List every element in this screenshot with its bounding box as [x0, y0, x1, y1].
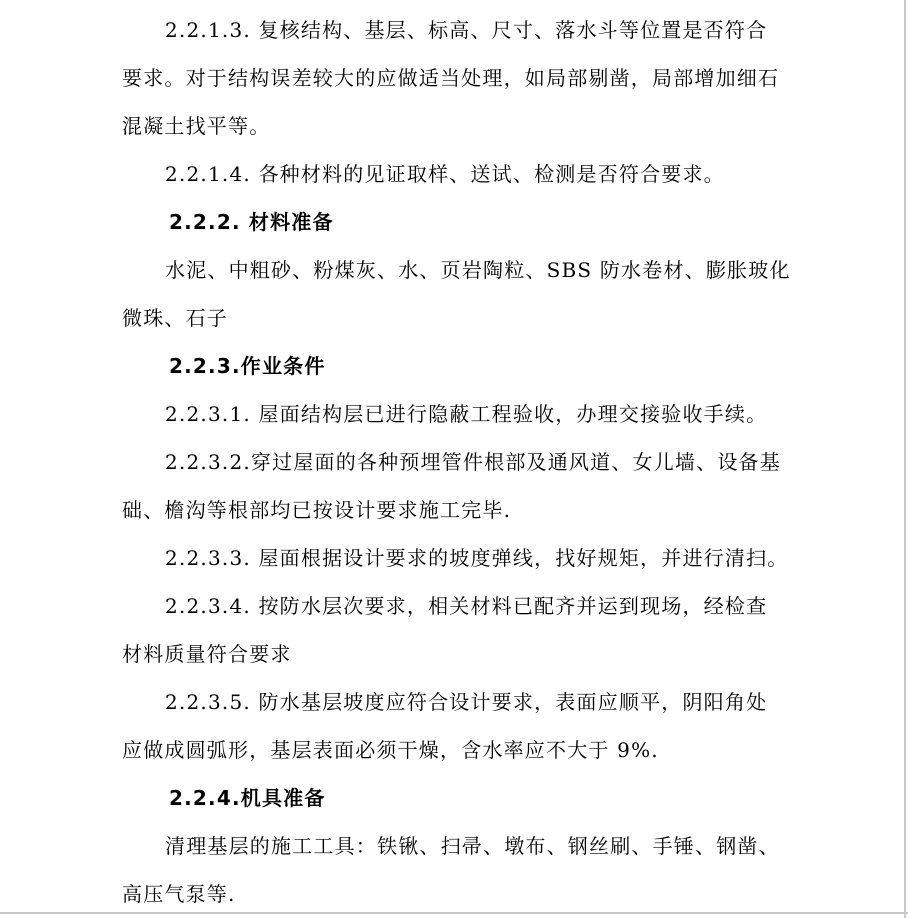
paragraph-2-2-3-3: 2.2.3.3. 屋面根据设计要求的坡度弹线，找好规矩，并进行清扫。: [165, 546, 789, 570]
paragraph-2-2-3-4: 2.2.3.4. 按防水层次要求，相关材料已配齐并运到现场，经检查: [165, 594, 768, 618]
paragraph-2-2-3-4-cont: 材料质量符合要求: [122, 642, 292, 666]
materials-list-cont: 微珠、石子: [122, 306, 228, 330]
heading-2-2-4: 2.2.4.机具准备: [169, 786, 326, 810]
paragraph-2-2-3-5-cont: 应做成圆弧形，基层表面必须干燥，含水率应不大于 9%.: [122, 738, 659, 762]
paragraph-2-2-3-1: 2.2.3.1. 屋面结构层已进行隐蔽工程验收，办理交接验收手续。: [165, 402, 768, 426]
page-edge-bottom: [0, 912, 908, 914]
paragraph-2-2-3-5: 2.2.3.5. 防水基层坡度应符合设计要求，表面应顺平，阴阳角处: [165, 690, 768, 714]
paragraph-2-2-1-4: 2.2.1.4. 各种材料的见证取样、送试、检测是否符合要求。: [165, 162, 725, 186]
paragraph-2-2-3-2: 2.2.3.2.穿过屋面的各种预埋管件根部及通风道、女儿墙、设备基: [165, 450, 781, 474]
paragraph-2-2-3-2-cont: 础、檐沟等根部均已按设计要求施工完毕.: [122, 498, 512, 522]
tools-list: 清理基层的施工工具：铁锹、扫帚、墩布、钢丝刷、手锤、钢凿、: [165, 834, 780, 858]
document-body: [122, 6, 791, 918]
paragraph-2-2-1-3-cont: 混凝土找平等。: [122, 114, 271, 138]
page-edge-right: [904, 0, 906, 918]
paragraph-2-2-1-3-cont: 要求。对于结构误差较大的应做适当处理，如局部剔凿，局部增加细石: [122, 66, 780, 90]
materials-list: 水泥、中粗砂、粉煤灰、水、页岩陶粒、SBS 防水卷材、膨胀玻化: [165, 258, 791, 282]
heading-2-2-3: 2.2.3.作业条件: [169, 354, 326, 378]
paragraph-2-2-1-3: 2.2.1.3. 复核结构、基层、标高、尺寸、落水斗等位置是否符合: [165, 18, 768, 42]
heading-2-2-2: 2.2.2. 材料准备: [169, 210, 334, 234]
tools-list-cont: 高压气泵等.: [122, 882, 236, 906]
